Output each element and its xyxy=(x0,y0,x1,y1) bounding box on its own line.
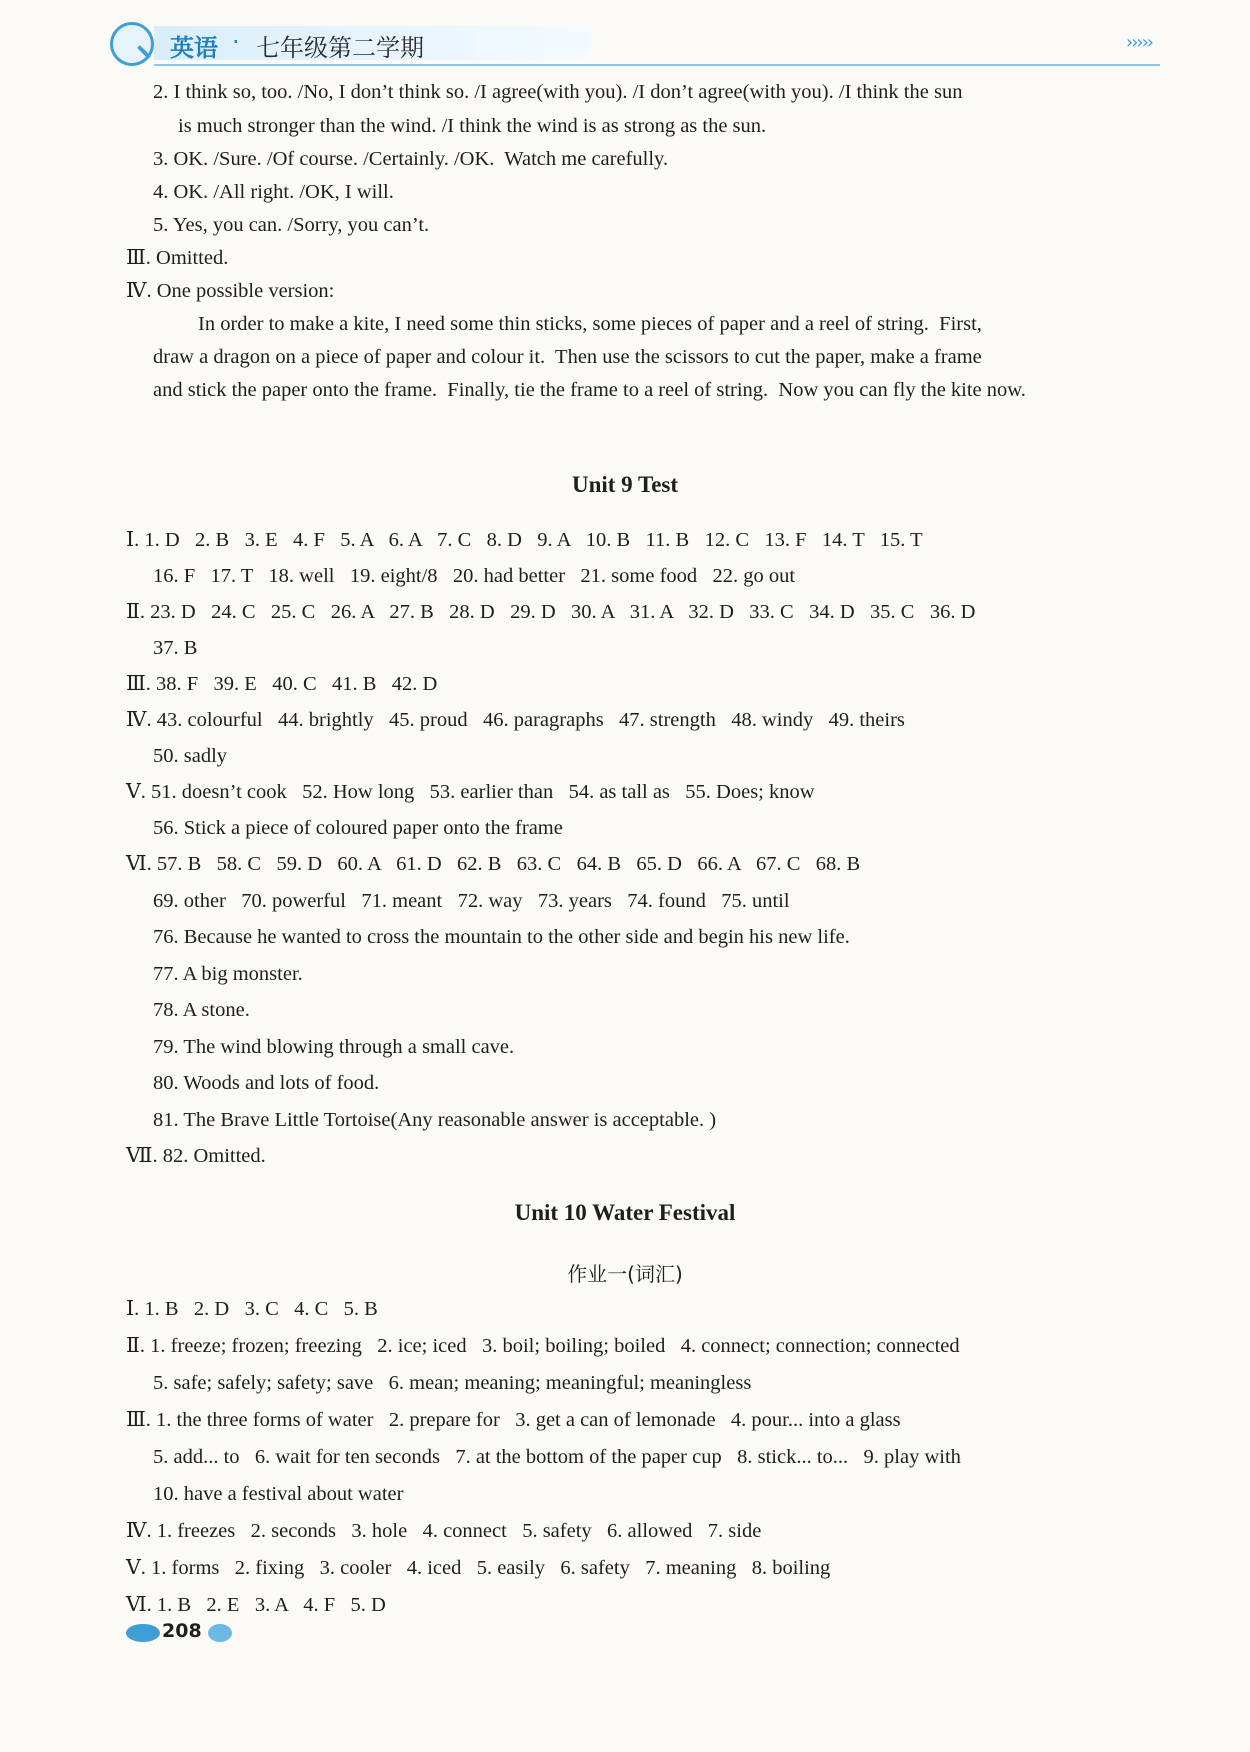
answer-line: 77. A big monster. xyxy=(153,963,303,985)
answer-line: Ⅳ. 43. colourful 44. brightly 45. proud 46. paragraphs 47. strength 48. windy 49. theirs xyxy=(126,709,905,731)
answer-line: Ⅴ. 51. doesn’t cook 52. How long 53. earlier than 54. as tall as 55. Does; know xyxy=(126,781,815,803)
answer-line: 16. F 17. T 18. well 19. eight/8 20. had better 21. some food 22. go out xyxy=(153,565,796,587)
answer-line: Ⅱ. 23. D 24. C 25. C 26. A 27. B 28. D 29. D 30. A 31. A 32. D 33. C 34. D 35. C 36. D xyxy=(126,601,976,623)
page-number: 208 xyxy=(162,1620,202,1642)
answer-line: Ⅱ. 1. freeze; frozen; freezing 2. ice; iced 3. boil; boiling; boiled 4. connect; connection; connected xyxy=(126,1335,960,1357)
answer-line: In order to make a kite, I need some thin sticks, some pieces of paper and a reel of string. First, xyxy=(198,313,982,335)
answer-line: 81. The Brave Little Tortoise(Any reasonable answer is acceptable. ) xyxy=(153,1109,717,1131)
answer-line: 76. Because he wanted to cross the mountain to the other side and begin his new life. xyxy=(153,926,850,948)
answer-line: 56. Stick a piece of coloured paper onto the frame xyxy=(153,817,563,839)
answer-line: 3. OK. /Sure. /Of course. /Certainly. /OK. Watch me carefully. xyxy=(153,148,669,170)
page-header xyxy=(110,18,1160,68)
answer-line: 80. Woods and lots of food. xyxy=(153,1072,380,1094)
header-rule xyxy=(154,64,1160,66)
answer-line: Ⅰ. 1. D 2. B 3. E 4. F 5. A 6. A 7. C 8. D 9. A 10. B 11. B 12. C 13. F 14. T 15. T xyxy=(126,529,923,551)
section-heading-unit10: Unit 10 Water Festival xyxy=(514,1200,736,1225)
answer-line: and stick the paper onto the frame. Finally, tie the frame to a reel of string. Now you can fly the kite now. xyxy=(153,379,1026,401)
section-subheading-homework: 作业一(词汇) xyxy=(567,1262,683,1286)
answer-line: draw a dragon on a piece of paper and colour it. Then use the scissors to cut the paper, make a frame xyxy=(153,346,982,368)
answer-line: Ⅵ. 1. B 2. E 3. A 4. F 5. D xyxy=(126,1594,386,1616)
answer-line: is much stronger than the wind. /I think the wind is as strong as the sun. xyxy=(178,115,767,137)
answer-line: Ⅲ. 38. F 39. E 40. C 41. B 42. D xyxy=(126,673,438,695)
header-subject: 英语 xyxy=(170,34,218,62)
answer-line: 37. B xyxy=(153,637,198,659)
answer-line: Ⅵ. 57. B 58. C 59. D 60. A 61. D 62. B 63. C 64. B 65. D 66. A 67. C 68. B xyxy=(126,853,861,875)
answer-line: 5. Yes, you can. /Sorry, you can’t. xyxy=(153,214,430,236)
chevrons-icon: ››››› xyxy=(1126,32,1152,53)
answer-line: Ⅳ. One possible version: xyxy=(126,280,335,302)
answer-line: Ⅲ. 1. the three forms of water 2. prepare for 3. get a can of lemonade 4. pour... into a glass xyxy=(126,1409,901,1431)
answer-line: 50. sadly xyxy=(153,745,228,767)
answer-line: Ⅴ. 1. forms 2. fixing 3. cooler 4. iced 5. easily 6. safety 7. meaning 8. boiling xyxy=(126,1557,831,1579)
answer-line: Ⅳ. 1. freezes 2. seconds 3. hole 4. connect 5. safety 6. allowed 7. side xyxy=(126,1520,762,1542)
answer-line: 5. safe; safely; safety; save 6. mean; meaning; meaningful; meaningless xyxy=(153,1372,752,1394)
answer-line: 69. other 70. powerful 71. meant 72. way 73. years 74. found 75. until xyxy=(153,890,790,912)
answer-line: 5. add... to 6. wait for ten seconds 7. at the bottom of the paper cup 8. stick... to... 9. play with xyxy=(153,1446,961,1468)
magnifier-icon xyxy=(110,22,154,66)
section-heading-unit9: Unit 9 Test xyxy=(571,472,679,497)
page-footer xyxy=(126,1618,246,1648)
footer-right-ornament xyxy=(208,1624,232,1642)
answer-line: 2. I think so, too. /No, I don’t think so. /I agree(with you). /I don’t agree(with you). /I think the sun xyxy=(153,81,963,103)
answer-line: Ⅶ. 82. Omitted. xyxy=(126,1145,266,1167)
answer-line: 79. The wind blowing through a small cave. xyxy=(153,1036,515,1058)
header-dot: · xyxy=(232,28,240,56)
header-grade: 七年级第二学期 xyxy=(256,34,424,62)
answer-line: 4. OK. /All right. /OK, I will. xyxy=(153,181,394,203)
answer-line: 78. A stone. xyxy=(153,999,250,1021)
footer-left-ornament xyxy=(126,1624,160,1642)
answer-line: Ⅲ. Omitted. xyxy=(126,247,229,269)
answer-line: 10. have a festival about water xyxy=(153,1483,404,1505)
answer-line: Ⅰ. 1. B 2. D 3. C 4. C 5. B xyxy=(126,1298,378,1320)
